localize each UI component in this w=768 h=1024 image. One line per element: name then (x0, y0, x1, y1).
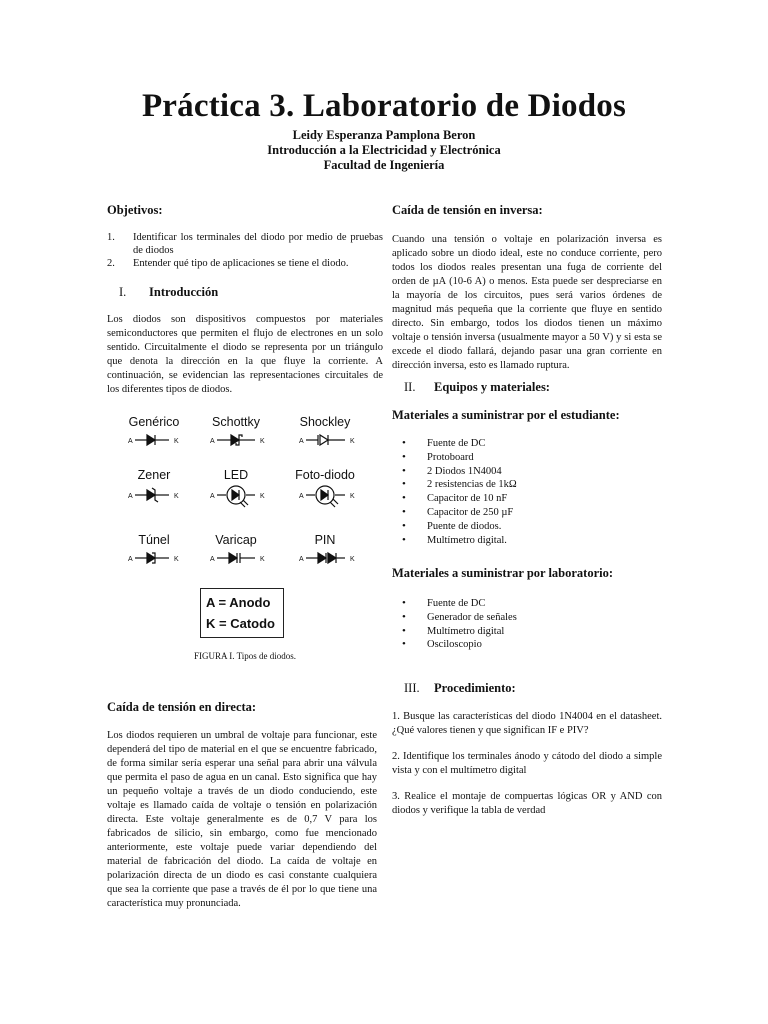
generic-diode-symbol (135, 435, 169, 445)
anode-label: A (299, 438, 304, 445)
anode-label: A (210, 438, 215, 445)
diode-label: Schottky (212, 415, 260, 429)
schottky-diode-symbol (217, 435, 255, 445)
page-title: Práctica 3. Laboratorio de Diodos (141, 88, 627, 124)
item-text: Entender qué tipo de aplicaciones se tiene el diodo. (133, 258, 349, 269)
laboratorio-heading: Materiales a suministrar por laboratorio: (392, 566, 614, 580)
anode-label: A (128, 556, 133, 563)
cathode-label: K (174, 556, 179, 563)
laboratorio-list (392, 597, 662, 652)
anode-label: A (299, 493, 304, 500)
section-number: I. (119, 285, 127, 299)
list-item: • Fuente de DC (392, 597, 662, 611)
inversa-text: Cuando una tensión o voltaje en polarización inversa es aplicado sobre un diodo ideal, este no conduce corriente, pero todos los diodos reales presentan una fuga de corriente del orden de µA (10-6 A) o menos. Esta puede ser despreciarse en la mayoría de los circuitos, pues será varios órdenes de magnitud más pequeña que la corriente que fluye en sentido directo. Sin embargo, todos los diodos tienen un máximo voltaje o tensión inversa (usualmente mayor a 50 V) y si esta se excede el diodo fallará, dejando pasar una gran corriente en dirección inversa, esto es llamado ruptura. (392, 234, 662, 371)
diode-label: LED (223, 468, 249, 482)
photodiode-symbol (306, 486, 345, 507)
objetivos-heading: Objetivos: (107, 203, 163, 217)
course-name: Introducción a la Electricidad y Electrónica (267, 143, 501, 157)
list-item: • Protoboard (392, 451, 662, 465)
anode-label: A (128, 438, 133, 445)
diode-label: Varicap (215, 533, 257, 547)
section-title: Procedimiento: (434, 681, 516, 695)
procedimiento-step-3: 3. Realice el montaje de compuertas lógicas OR y AND con diodos y verifique la tabla de verdad (392, 791, 662, 816)
directa-heading: Caída de tensión en directa: (107, 700, 257, 714)
list-item: • 2 Diodos 1N4004 (392, 465, 662, 479)
varicap-diode-symbol (217, 553, 255, 563)
list-item (107, 231, 383, 257)
introduccion-heading (107, 285, 218, 300)
author-block (0, 128, 768, 173)
faculty-name: Facultad de Ingeniería (323, 158, 445, 172)
list-item: • 2 resistencias de 1kΩ (392, 478, 662, 492)
anode-label: A (128, 493, 133, 500)
item-number: 2. (107, 258, 115, 269)
procedimiento-heading (392, 681, 516, 696)
list-item: • Osciloscopio (392, 638, 662, 652)
figure-caption: FIGURA I. Tipos de diodos. (193, 651, 297, 661)
list-item: • Fuente de DC (392, 437, 662, 451)
shockley-diode-symbol (306, 435, 345, 445)
cathode-label: K (260, 556, 265, 563)
list-item: • Multímetro digital (392, 625, 662, 639)
anode-label: A (210, 493, 215, 500)
tunnel-diode-symbol (135, 553, 169, 563)
cathode-label: K (350, 493, 355, 500)
diode-label: PIN (314, 533, 336, 547)
cathode-label: K (174, 438, 179, 445)
diode-label: Túnel (138, 533, 170, 547)
cathode-label: K (260, 493, 265, 500)
section-number: II. (404, 380, 416, 394)
legend-anode: A = Anodo (206, 595, 271, 610)
author-name: Leidy Esperanza Pamplona Beron (292, 128, 476, 142)
inversa-heading: Caída de tensión en inversa: (392, 203, 543, 217)
legend-box (200, 588, 284, 638)
procedimiento-step-1: 1. Busque las características del diodo 1N4004 en el datasheet. ¿Qué valores tienen y que significan IF e PIV? (392, 711, 662, 736)
cathode-label: K (350, 556, 355, 563)
cathode-label: K (260, 438, 265, 445)
led-diode-symbol (217, 486, 255, 507)
section-title: Equipos y materiales: (434, 380, 550, 394)
diode-label: Genérico (128, 415, 180, 429)
estudiante-list (392, 437, 662, 547)
section-number: III. (404, 681, 420, 695)
equipos-heading (392, 380, 550, 395)
item-text: Identificar los terminales del diodo por medio de pruebas de diodos (133, 232, 383, 256)
objetivos-list (107, 231, 383, 270)
list-item: • Multímetro digital. (392, 534, 662, 548)
diode-label: Foto-diodo (295, 468, 355, 482)
list-item: • Puente de diodos. (392, 520, 662, 534)
pin-diode-symbol (306, 553, 345, 563)
zener-diode-symbol (135, 488, 169, 502)
item-number: 1. (107, 232, 115, 243)
estudiante-heading: Materiales a suministrar por el estudiante: (392, 408, 620, 422)
section-title: Introducción (149, 285, 219, 299)
diode-label: Shockley (299, 415, 351, 429)
anode-label: A (299, 556, 304, 563)
diode-label: Zener (137, 468, 171, 482)
directa-text: Los diodos requieren un umbral de voltaje para funcionar, este dependerá del tipo de material en el que se encuentre fabricado, de forma similar sería esperar una señal para abrir una válvula que permita el paso de agua en un canal. Esto significa que hay un pequeño voltaje a través de un diodo conduciendo, este voltaje es llamado caída de voltaje o tensión en polarización directa. Este voltaje generalmente es de 0,7 V para los fabricados de silicio, sin embargo, como fue mencionado anteriormente, este voltaje puede variar dependiendo del material de fabricación del diodo. La caída de voltaje en polarización directa de un diodo es casi constante cualquiera que sea la corriente que pase a través de él por lo que tiene una característica muy pronunciada. (107, 730, 377, 909)
anode-label: A (210, 556, 215, 563)
list-item: • Capacitor de 10 nF (392, 492, 662, 506)
legend-cathode: K = Catodo (206, 616, 275, 631)
list-item: • Generador de señales (392, 611, 662, 625)
list-item: • Capacitor de 250 µF (392, 506, 662, 520)
cathode-label: K (350, 438, 355, 445)
list-item (107, 257, 383, 270)
procedimiento-step-2: 2. Identifique los terminales ánodo y cátodo del diodo a simple vista y con el multímetro digital (392, 751, 662, 776)
diode-symbols (107, 410, 383, 585)
introduccion-text: Los diodos son dispositivos compuestos por materiales semiconductores que permiten el flujo de electrones en un solo sentido. Circuitalmente el diodo se representa por un triángulo que denota la dirección en la que fluye la corriente. A continuación, se evidencian las representaciones circuitales de los diferentes tipos de diodos. (107, 314, 383, 395)
cathode-label: K (174, 493, 179, 500)
